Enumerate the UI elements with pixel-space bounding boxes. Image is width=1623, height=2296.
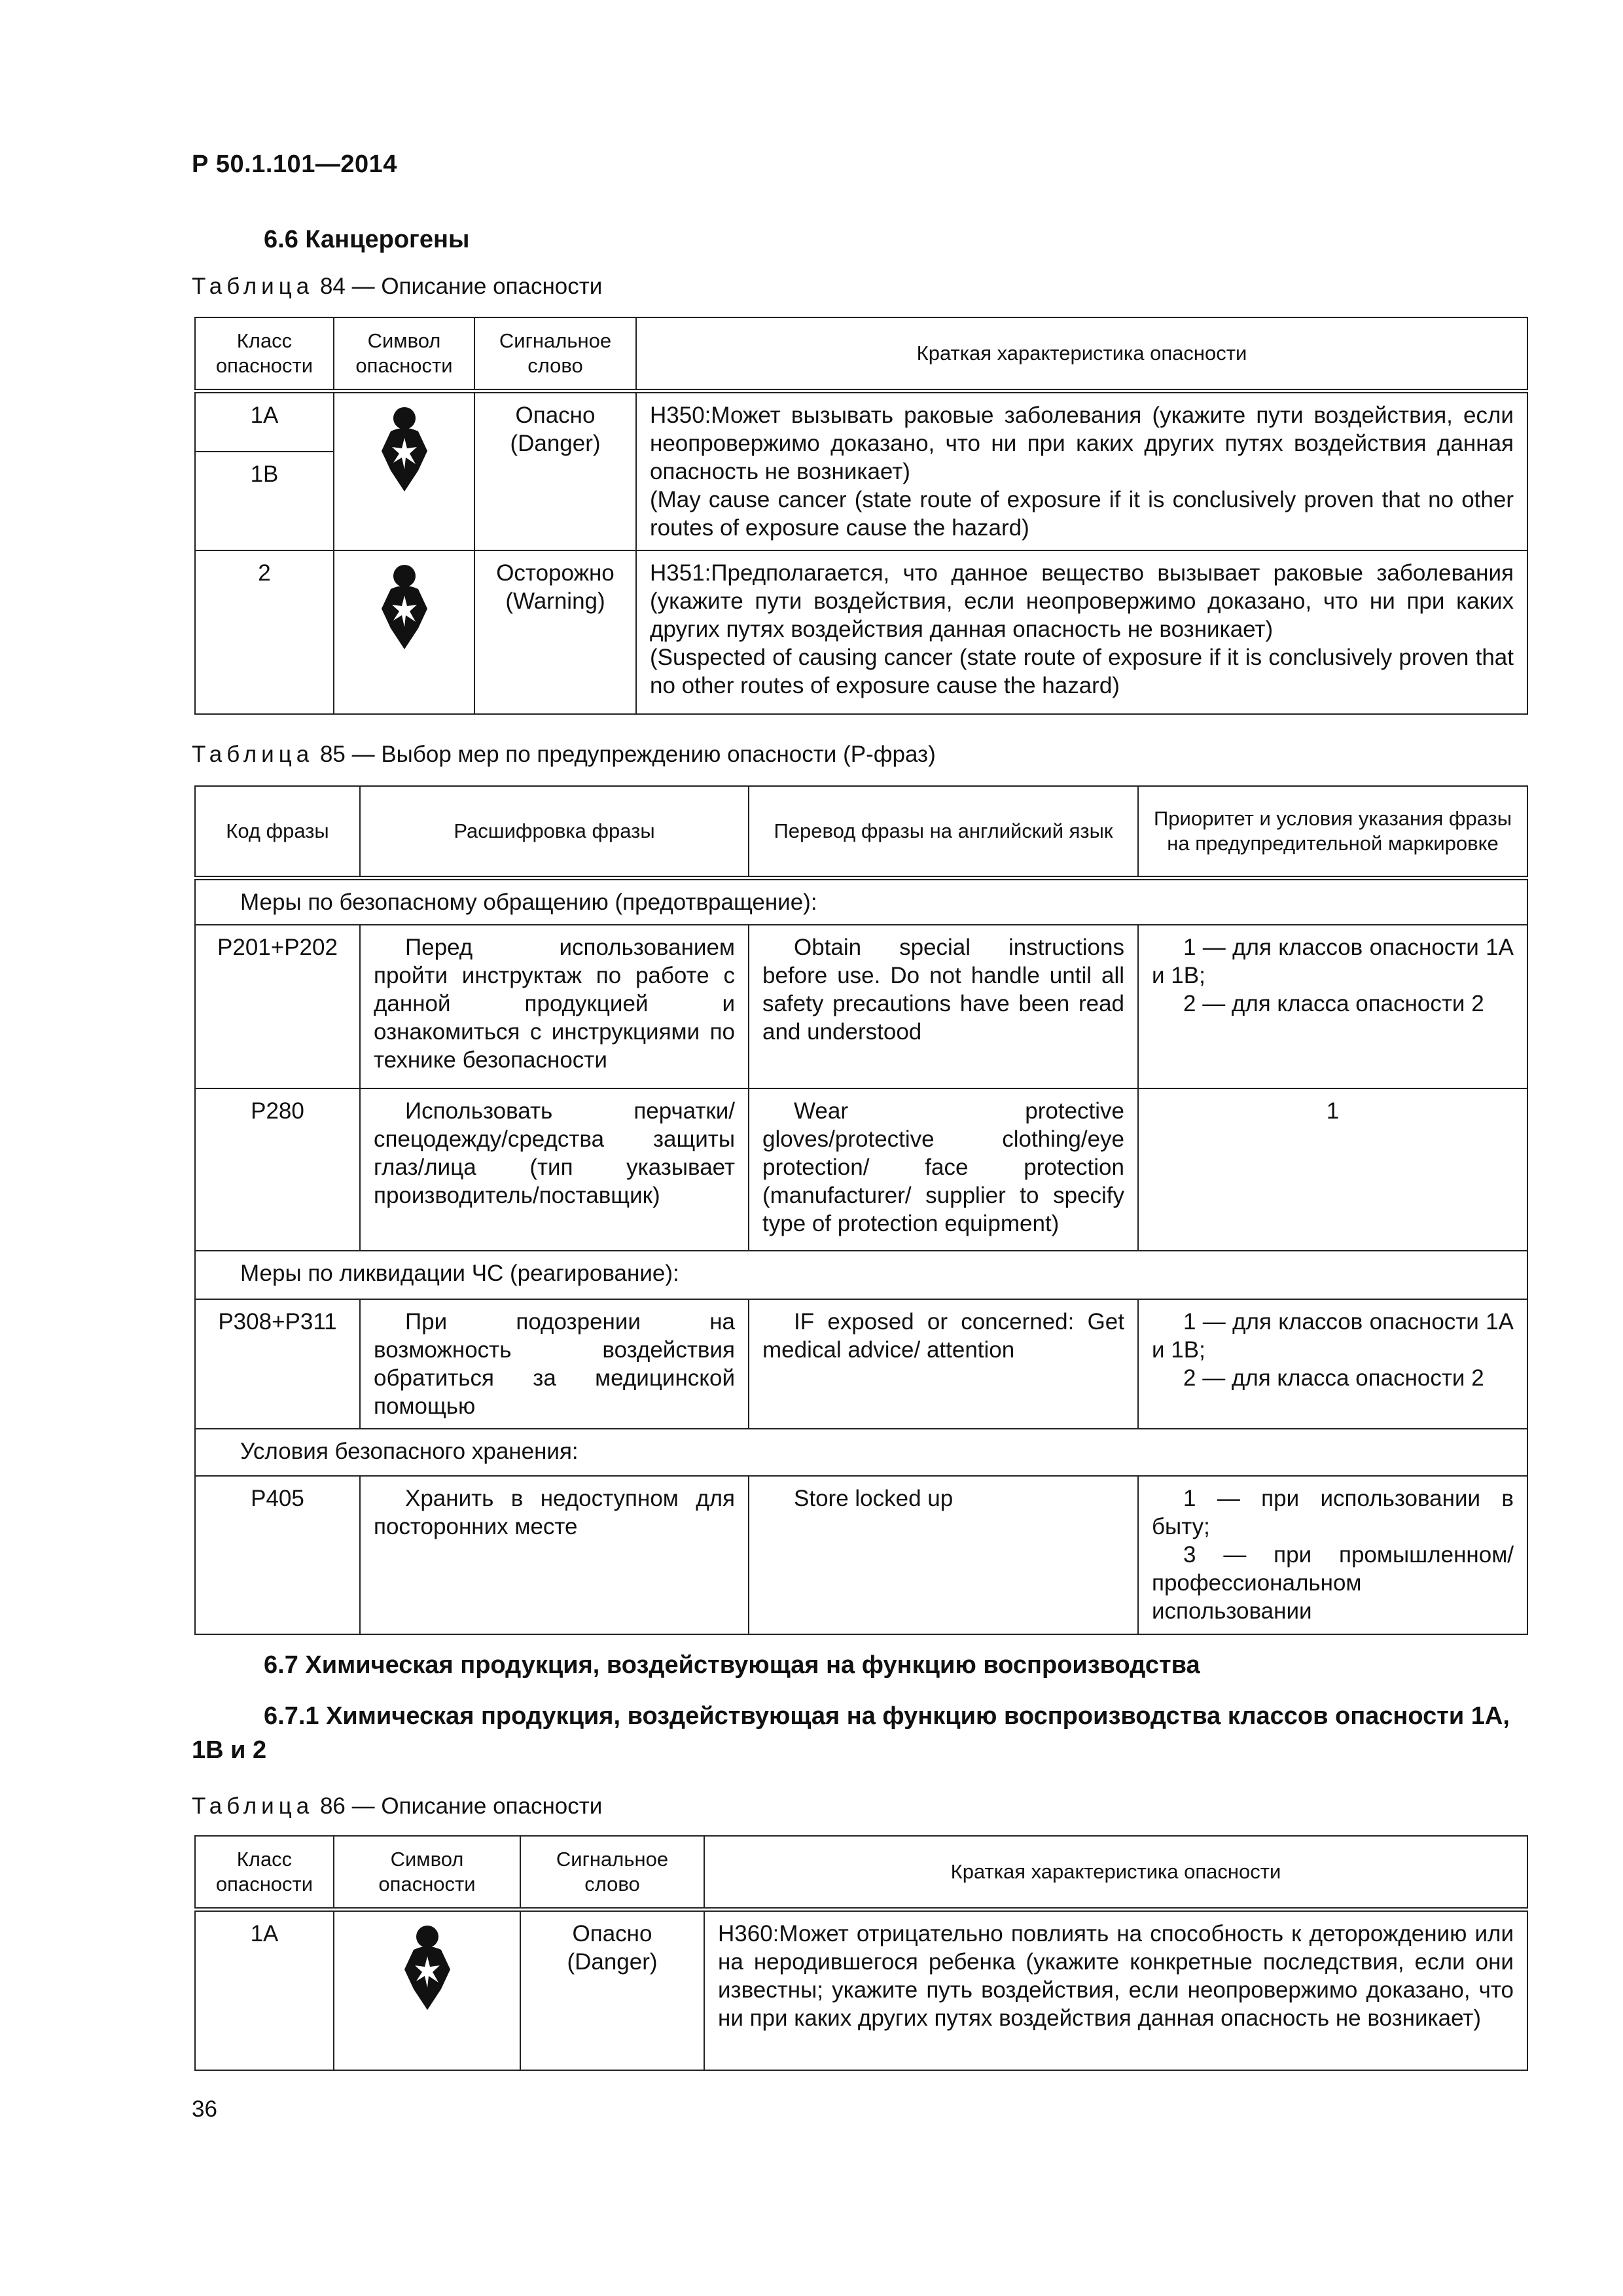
header-cell: Краткая характеристика опасности	[636, 317, 1527, 391]
description-ru: H350:Может вызывать раковые заболевания (укажите пути воздействия, если неопровержимо доказано, что ни при каких других путях воздействия данная опасность не возникает)	[650, 402, 1514, 484]
table-84	[194, 317, 1528, 715]
priority-line: 2 — для класса опасности 2	[1183, 991, 1484, 1016]
table-86	[194, 1835, 1528, 2071]
signal-word-cell: Осторожно (Warning)	[474, 550, 636, 714]
hazard-description-cell	[636, 391, 1527, 550]
group-title: Условия безопасного хранения:	[195, 1429, 1527, 1476]
hazard-symbol-cell	[334, 391, 474, 550]
priority-line: 2 — для класса опасности 2	[1183, 1365, 1484, 1391]
group-row	[195, 1251, 1527, 1299]
header-cell: Расшифровка фразы	[360, 786, 749, 878]
group-row	[195, 1429, 1527, 1476]
phrase-en-cell: IF exposed or concerned: Get medical advice/ attention	[749, 1299, 1138, 1429]
table-85	[194, 785, 1528, 1635]
priority-cell	[1138, 1476, 1527, 1634]
phrase-en-cell: Wear protective gloves/protective clothing/eye protection/ face protection (manufacturer/ supplier to specify type of protection equipment)	[749, 1088, 1138, 1251]
table-85-header-row	[195, 786, 1527, 878]
phrase-ru-cell: Хранить в недоступном для посторонних месте	[360, 1476, 749, 1634]
section-title-reproductive: 6.7 Химическая продукция, воздействующая на функцию воспроизводства	[264, 1651, 1200, 1679]
caption-text: 86 — Описание опасности	[313, 1793, 603, 1819]
header-cell: Класс опасности	[195, 1836, 334, 1909]
hazard-class-cell: 1B	[195, 452, 334, 550]
table-84-header-row	[195, 317, 1527, 391]
table-85-caption	[192, 742, 936, 768]
caption-text: 84 — Описание опасности	[313, 274, 603, 299]
group-title: Меры по ликвидации ЧС (реагирование):	[195, 1251, 1527, 1299]
group-row	[195, 878, 1527, 925]
caption-label: Таблица	[192, 274, 314, 299]
priority-line: 1 — для классов опасности 1A и 1B;	[1152, 935, 1514, 988]
header-cell: Символ опасности	[334, 317, 474, 391]
phrase-ru-cell: Перед использованием пройти инструктаж по работе с данной продукцией и ознакомиться с инструкциями по технике безопасности	[360, 925, 749, 1088]
phrase-ru-cell: При подозрении на возможность воздействия обратиться за медицинской помощью	[360, 1299, 749, 1429]
caption-text: 85 — Выбор мер по предупреждению опасности (Р-фраз)	[313, 742, 936, 767]
table-84-caption	[192, 274, 602, 300]
description-en: (May cause cancer (state route of exposure if it is conclusively proven that no other routes of exposure cause the hazard)	[650, 486, 1514, 541]
phrase-code-cell: P308+P311	[195, 1299, 360, 1429]
header-cell: Класс опасности	[195, 317, 334, 391]
subsection-title-reproductive-classes: 6.7.1 Химическая продукция, воздействующая на функцию воспроизводства классов опасности 1A, 1B и 2	[192, 1702, 1510, 1764]
priority-line: 1 — для классов опасности 1A и 1B;	[1152, 1309, 1514, 1363]
standard-code: Р 50.1.101—2014	[192, 151, 397, 178]
priority-cell	[1138, 1299, 1527, 1429]
phrase-code-cell: P280	[195, 1088, 360, 1251]
priority-cell: 1	[1138, 1088, 1527, 1251]
header-cell: Приоритет и условия указания фразы на предупредительной маркировке	[1138, 786, 1527, 878]
page-number: 36	[192, 2096, 217, 2122]
health-hazard-icon	[380, 405, 429, 494]
table-86-caption	[192, 1793, 602, 1820]
hazard-class-cell: 1A	[195, 1909, 334, 2070]
header-cell: Краткая характеристика опасности	[704, 1836, 1527, 1909]
phrase-ru-cell: Использовать перчатки/ спецодежду/средства защиты глаз/лица (тип указывает производитель/поставщик)	[360, 1088, 749, 1251]
phrase-code-cell: P405	[195, 1476, 360, 1634]
hazard-description-cell	[636, 550, 1527, 714]
header-cell: Сигнальное слово	[474, 317, 636, 391]
priority-line: 3 — при промышленном/ профессиональном использовании	[1152, 1542, 1514, 1624]
table-row	[195, 1299, 1527, 1429]
table-row	[195, 1909, 1527, 2070]
phrase-en-cell: Store locked up	[749, 1476, 1138, 1634]
table-86-header-row	[195, 1836, 1527, 1909]
header-cell: Код фразы	[195, 786, 360, 878]
table-row	[195, 925, 1527, 1088]
signal-word-cell: Опасно (Danger)	[520, 1909, 704, 2070]
health-hazard-icon	[380, 563, 429, 652]
caption-label: Таблица	[192, 742, 314, 767]
signal-word-cell: Опасно (Danger)	[474, 391, 636, 550]
description-ru: H351:Предполагается, что данное вещество вызывает раковые заболевания (укажите пути воздействия, если неопровержимо доказано, что ни при каких других путях воздействия данная опасность не возникает)	[650, 560, 1514, 642]
health-hazard-icon	[403, 1924, 452, 2013]
phrase-code-cell: P201+P202	[195, 925, 360, 1088]
header-cell: Перевод фразы на английский язык	[749, 786, 1138, 878]
caption-label: Таблица	[192, 1793, 314, 1819]
priority-line: 1 — при использовании в быту;	[1152, 1486, 1514, 1539]
description-en: (Suspected of causing cancer (state route of exposure if it is conclusively proven that no other routes of exposure cause the hazard)	[650, 644, 1514, 698]
hazard-symbol-cell	[334, 1909, 520, 2070]
table-row	[195, 391, 1527, 452]
priority-cell	[1138, 925, 1527, 1088]
header-cell: Символ опасности	[334, 1836, 520, 1909]
hazard-class-cell: 2	[195, 550, 334, 714]
hazard-description-cell: H360:Может отрицательно повлиять на способность к деторождению или на неродившегося ребенка (укажите конкретные последствия, если они известны; укажите путь воздействия, если неопровержимо доказано, что ни при каких других путях воздействия данная опасность не возникает)	[704, 1909, 1527, 2070]
table-row	[195, 1088, 1527, 1251]
section-title-carcinogens: 6.6 Канцерогены	[264, 226, 470, 253]
phrase-en-cell: Obtain special instructions before use. Do not handle until all safety precautions have been read and understood	[749, 925, 1138, 1088]
header-cell: Сигнальное слово	[520, 1836, 704, 1909]
table-row	[195, 1476, 1527, 1634]
group-title: Меры по безопасному обращению (предотвращение):	[195, 878, 1527, 925]
hazard-symbol-cell	[334, 550, 474, 714]
hazard-class-cell: 1A	[195, 391, 334, 452]
table-row	[195, 550, 1527, 714]
